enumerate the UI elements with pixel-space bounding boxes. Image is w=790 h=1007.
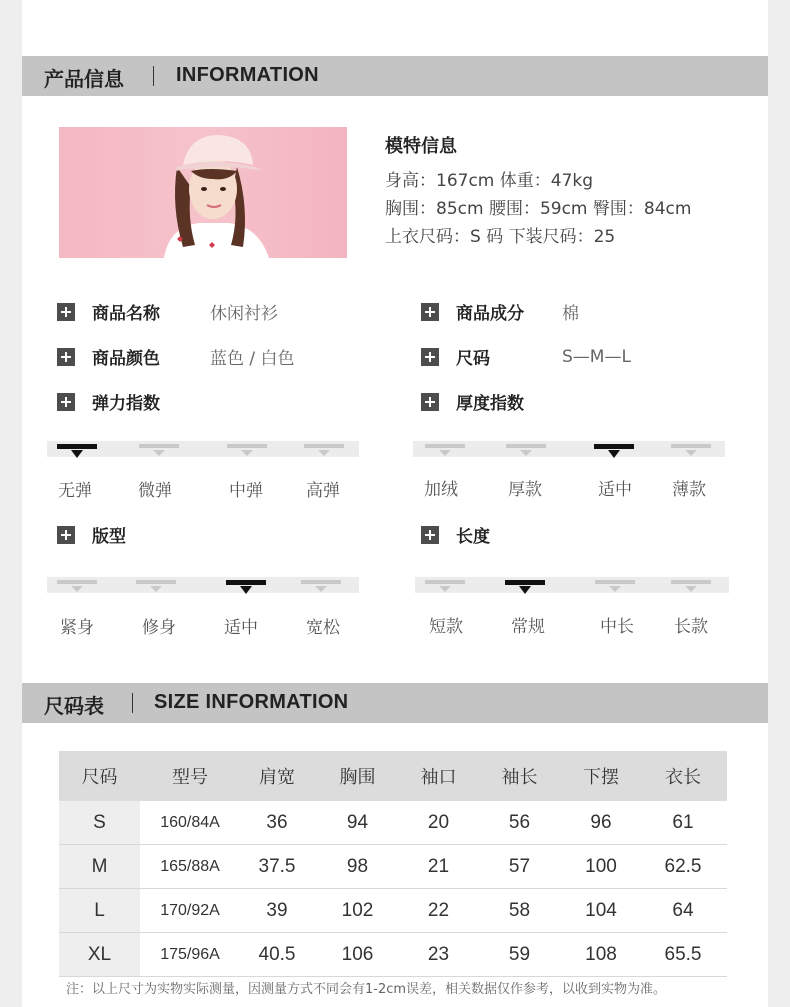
scale-tick [139, 444, 179, 448]
plus-icon [57, 393, 75, 411]
table-cell: S [59, 801, 140, 845]
table-cell: 96 [563, 801, 639, 845]
size-note: 注：以上尺寸为实物实际测量，因测量方式不同会有1-2cm误差，相关数据仅作参考，以收到实物为准。 [66, 982, 667, 997]
scale-label: 适中 [224, 618, 258, 638]
plus-icon [57, 348, 75, 366]
table-row [59, 889, 727, 933]
model-sizes: 上衣尺码：S 码 下装尺码：25 [385, 227, 616, 247]
column-header: 袖长 [476, 751, 563, 801]
table-cell: 37.5 [240, 845, 314, 889]
plus-icon [421, 303, 439, 321]
attr-label: 长度 [456, 527, 490, 547]
table-cell: 100 [563, 845, 639, 889]
table-cell: 94 [314, 801, 401, 845]
table-cell: 165/88A [140, 845, 240, 889]
scale-label: 宽松 [306, 618, 340, 638]
model-height-weight: 身高：167cm 体重：47kg [385, 171, 594, 191]
scale-label: 厚款 [508, 480, 542, 500]
column-header: 袖口 [401, 751, 476, 801]
scale-label: 薄款 [672, 480, 706, 500]
length-scale [415, 577, 729, 593]
elastic-scale [47, 441, 359, 457]
table-cell: 64 [639, 889, 727, 933]
table-cell: 104 [563, 889, 639, 933]
model-measurements: 胸围：85cm 腰围：59cm 臀围：84cm [385, 199, 692, 219]
model-photo [59, 127, 347, 258]
column-header: 胸围 [314, 751, 401, 801]
scale-tick [506, 444, 546, 448]
table-cell: 56 [476, 801, 563, 845]
attr-value: 棉 [562, 304, 579, 324]
table-cell: L [59, 889, 140, 933]
attr-label: 商品名称 [92, 304, 160, 324]
scale-label: 中长 [600, 617, 634, 637]
plus-icon [421, 393, 439, 411]
scale-tick [227, 444, 267, 448]
attr-value: 蓝色 / 白色 [210, 349, 295, 369]
table-cell: 21 [401, 845, 476, 889]
scale-label: 微弹 [138, 481, 172, 501]
attr-elastic [57, 389, 160, 414]
header-divider [132, 693, 133, 713]
table-row [59, 845, 727, 889]
attr-label: 版型 [92, 527, 126, 547]
scale-tick [671, 580, 711, 584]
fit-scale [47, 577, 359, 593]
scale-label: 高弹 [306, 481, 340, 501]
plus-icon [57, 303, 75, 321]
table-cell: 57 [476, 845, 563, 889]
attr-value: 休闲衬衫 [210, 304, 278, 324]
attr-label: 弹力指数 [92, 394, 160, 414]
scale-tick [304, 444, 344, 448]
scale-label: 短款 [429, 617, 463, 637]
scale-tick-selected [594, 444, 634, 448]
size-info-header [22, 683, 768, 723]
attr-product-name [57, 299, 278, 324]
table-cell: 108 [563, 933, 639, 977]
product-detail-page [22, 0, 768, 1007]
plus-icon [421, 348, 439, 366]
table-cell: 62.5 [639, 845, 727, 889]
product-info-title-en: INFORMATION [176, 64, 319, 86]
attr-label: 商品成分 [456, 304, 524, 324]
attr-size [421, 344, 631, 369]
table-row [59, 933, 727, 977]
attr-material [421, 299, 579, 324]
table-cell: 170/92A [140, 889, 240, 933]
scale-tick [57, 580, 97, 584]
model-info-title: 模特信息 [385, 136, 457, 157]
product-info-header [22, 56, 768, 96]
scale-tick-selected [505, 580, 545, 584]
table-cell: 36 [240, 801, 314, 845]
table-cell: 22 [401, 889, 476, 933]
scale-tick [301, 580, 341, 584]
table-header-row [59, 751, 727, 801]
attr-fit [57, 522, 126, 547]
scale-label: 紧身 [60, 618, 94, 638]
attr-thickness [421, 389, 524, 414]
column-header: 下摆 [563, 751, 639, 801]
product-info-title-cn: 产品信息 [44, 67, 124, 91]
attr-length [421, 522, 490, 547]
scale-tick [425, 444, 465, 448]
scale-label: 中弹 [229, 481, 263, 501]
scale-label: 修身 [142, 618, 176, 638]
scale-tick-selected [226, 580, 266, 584]
column-header: 衣长 [639, 751, 727, 801]
model-info [385, 133, 691, 251]
attr-color [57, 344, 295, 369]
table-cell: XL [59, 933, 140, 977]
plus-icon [421, 526, 439, 544]
scale-tick [136, 580, 176, 584]
scale-label: 无弹 [58, 481, 92, 501]
table-cell: 98 [314, 845, 401, 889]
attr-label: 尺码 [456, 349, 490, 369]
table-cell: 20 [401, 801, 476, 845]
scale-tick [671, 444, 711, 448]
column-header: 型号 [140, 751, 240, 801]
header-divider [153, 66, 154, 86]
scale-label: 加绒 [424, 480, 458, 500]
thickness-scale [413, 441, 725, 457]
size-table [59, 751, 727, 977]
table-cell: 102 [314, 889, 401, 933]
table-cell: 65.5 [639, 933, 727, 977]
attr-label: 商品颜色 [92, 349, 160, 369]
size-info-title-cn: 尺码表 [44, 694, 104, 718]
table-cell: 59 [476, 933, 563, 977]
attr-value: S—M—L [562, 346, 631, 367]
scale-label: 长款 [674, 617, 708, 637]
table-cell: 160/84A [140, 801, 240, 845]
table-cell: 23 [401, 933, 476, 977]
scale-label: 适中 [598, 480, 632, 500]
table-cell: 106 [314, 933, 401, 977]
plus-icon [57, 526, 75, 544]
size-info-title-en: SIZE INFORMATION [154, 691, 349, 713]
column-header: 尺码 [59, 751, 140, 801]
attr-label: 厚度指数 [456, 394, 524, 414]
model-illustration [59, 127, 347, 258]
table-cell: 175/96A [140, 933, 240, 977]
table-cell: 39 [240, 889, 314, 933]
scale-tick-selected [57, 444, 97, 448]
table-cell: 40.5 [240, 933, 314, 977]
table-cell: 61 [639, 801, 727, 845]
scale-tick [425, 580, 465, 584]
scale-label: 常规 [511, 617, 545, 637]
column-header: 肩宽 [240, 751, 314, 801]
table-cell: M [59, 845, 140, 889]
table-row [59, 801, 727, 845]
scale-tick [595, 580, 635, 584]
table-cell: 58 [476, 889, 563, 933]
